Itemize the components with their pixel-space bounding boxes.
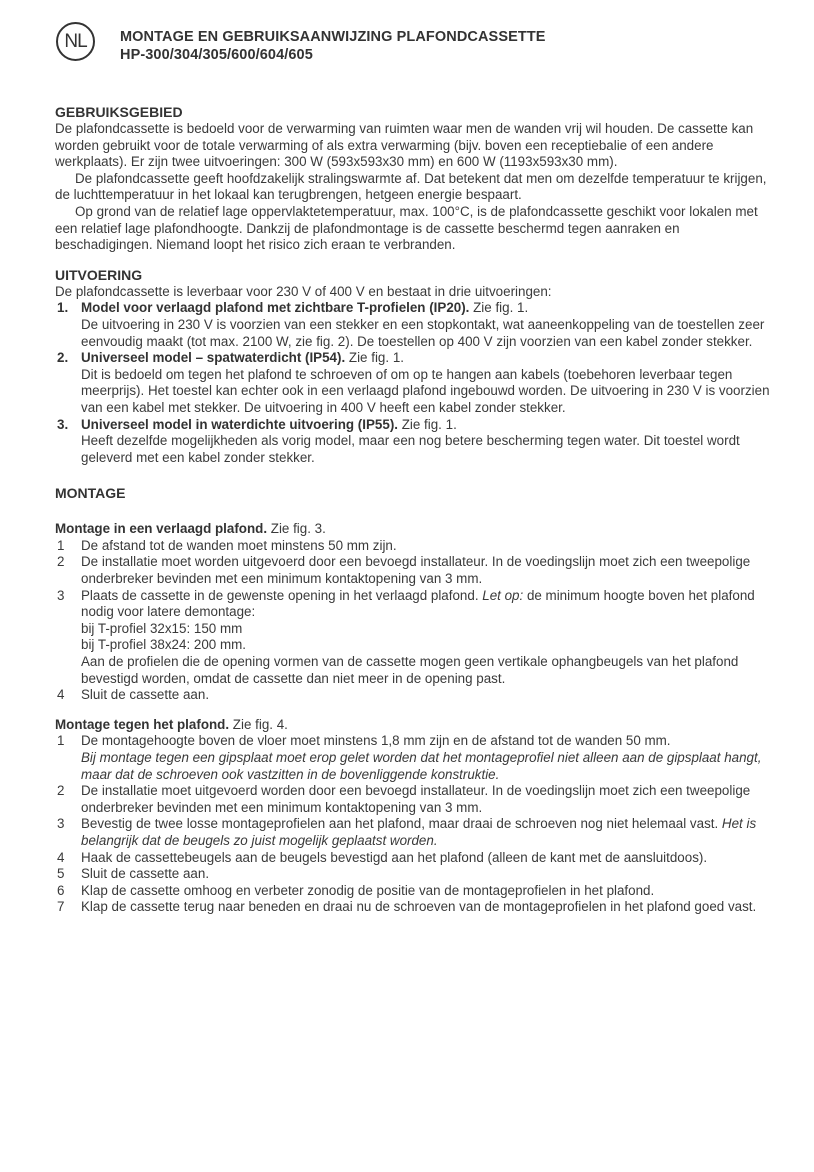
item-number: 2. [57,350,69,366]
item-title: Universeel model in waterdichte uitvoering (IP55). [81,416,398,432]
step: 5 Sluit de cassette aan. [57,866,210,882]
steps-verlaagd-plafond [55,538,771,704]
list-item [55,417,771,467]
figure-ref: Zie fig. 4. [229,716,288,732]
item-title: Universeel model – spatwaterdicht (IP54). [81,350,346,366]
section-heading: MONTAGE [55,485,126,502]
list-item [55,300,771,350]
step: 3 Plaats de cassette in de gewenste opening in het verlaagd plafond. Let op: de minimum hoogte boven het plafond nodig voor latere demontage: bij T-profiel 32x15: 150 mm bij T-profiel 38x24: 200 mm. Aan de profielen die de opening vormen van de cassette mogen geen vertikale ophangbeugels van het plafond bevestigd worden, omdat de cassette dan niet meer in de opening past. [57,587,755,686]
paragraph: De plafondcassette geeft hoofdzakelijk stralingswarmte af. Dat betekent dat men om dezelfde temperatuur te krijgen, de luchttemperatuur in het lokaal kan terugbrengen, hetgeen energie bespaart. [55,170,767,203]
document-header [120,28,546,64]
paragraph: De plafondcassette is bedoeld voor de verwarming van ruimten waar men de wanden vrij wil houden. De cassette kan worden gebruikt voor de totale verwarming of als extra verwarming (bijv. boven een receptiebalie of een andere werkplaats). Er zijn twee uitvoeringen: 300 W (593x593x30 mm) en 600 W (1193x593x30 mm). [55,121,754,170]
step: 4 Sluit de cassette aan. [57,687,210,703]
language-badge-nl: NL [56,22,95,61]
content [55,104,771,916]
figure-ref: Zie fig. 3. [267,521,326,537]
list-item [55,350,771,416]
subsection-title: Montage in een verlaagd plafond. [55,521,268,537]
item-text: De uitvoering in 230 V is voorzien van een stekker en een stopkontakt, wat aaneenkoppeling van de toestellen zeer eenvoudig maakt (tot max. 2100 W, zie fig. 2). De toestellen op 400 V zijn voorzien van een kabel zonder stekker. [81,316,765,349]
step: 6 Klap de cassette omhoog en verbeter zonodig de positie van de montageprofielen in het plafond. [57,882,655,898]
item-text: Heeft dezelfde mogelijkheden als vorig model, maar een nog betere bescherming tegen water. Dit toestel wordt geleverd met een kabel zonder stekker. [81,433,740,465]
subsection-title: Montage tegen het plafond. [55,716,230,732]
section-heading: UITVOERING [55,266,143,283]
section-montage [55,485,771,916]
document-title: MONTAGE EN GEBRUIKSAANWIJZING PLAFONDCASSETTE [120,29,546,45]
section-uitvoering [55,267,771,467]
step: 4 Haak de cassettebeugels aan de beugels bevestigd aan het plafond (alleen de kant met de aansluitdoos). [57,849,708,865]
paragraph: Op grond van de relatief lage oppervlaktetemperatuur, max. 100°C, is de plafondcassette geschikt voor lokalen met een relatief lage plafondhoogte. Dankzij de plafondmontage is de cassette beschermd tegen aanraken en beschadigingen. Niemand loopt het risico zich eraan te verbranden. [55,203,758,253]
figure-ref: Zie fig. 1. [469,300,529,316]
section-heading: GEBRUIKSGEBIED [55,104,183,120]
step: 2 De installatie moet uitgevoerd worden door een bevoegd installateur. In de voedingslijn moet zich een tweepolige onderbreker bevinden met een minimum kontaktopening van 3 mm. [57,783,751,815]
model-numbers: HP-300/304/305/600/604/605 [120,47,313,63]
step: 3 Bevestig de twee losse montageprofielen aan het plafond, maar draai de schroeven nog niet helemaal vast. Het is belangrijk dat de beugels zo juist mogelijk geplaatst worden. [57,816,757,848]
paragraph: De plafondcassette is leverbaar voor 230 V of 400 V en bestaat in drie uitvoeringen: [55,283,552,299]
item-number: 3. [57,416,69,432]
version-list [55,300,771,466]
step: 2 De installatie moet worden uitgevoerd door een bevoegd installateur. In de voedingslijn moet zich een tweepolige onderbreker bevinden met een minimum kontaktopening van 3 mm. [57,554,751,587]
item-title: Model voor verlaagd plafond met zichtbare T-profielen (IP20). [81,300,470,316]
step: 1 De montagehoogte boven de vloer moet minstens 1,8 mm zijn en de afstand tot de wanden 50 mm. Bij montage tegen een gipsplaat moet erop gelet worden dat het montageprofiel niet alleen aan de gipsplaat hangt, maar dat de schroeven ook vastzitten in de bovenliggende konstruktie. [57,733,762,782]
step: 1 De afstand tot de wanden moet minstens 50 mm zijn. [57,537,397,553]
figure-ref: Zie fig. 1. [398,416,457,432]
step: 7 Klap de cassette terug naar beneden en draai nu de schroeven van de montageprofielen in het plafond goed vast. [57,899,757,915]
item-text: Dit is bedoeld om tegen het plafond te schroeven of om op te hangen aan kabels (toebehoren leverbaar tegen meerprijs). Het toestel kan echter ook in een verlaagd plafond ingebouwd worden. De uitvoering in 230 V is voorzien van een kabel met stekker. De uitvoering in 400 V heeft een kabel zonder stekker. [81,366,770,415]
figure-ref: Zie fig. 1. [345,350,404,366]
item-number: 1. [57,300,69,316]
section-gebruiksgebied [55,104,771,254]
steps-tegen-plafond [55,733,771,916]
